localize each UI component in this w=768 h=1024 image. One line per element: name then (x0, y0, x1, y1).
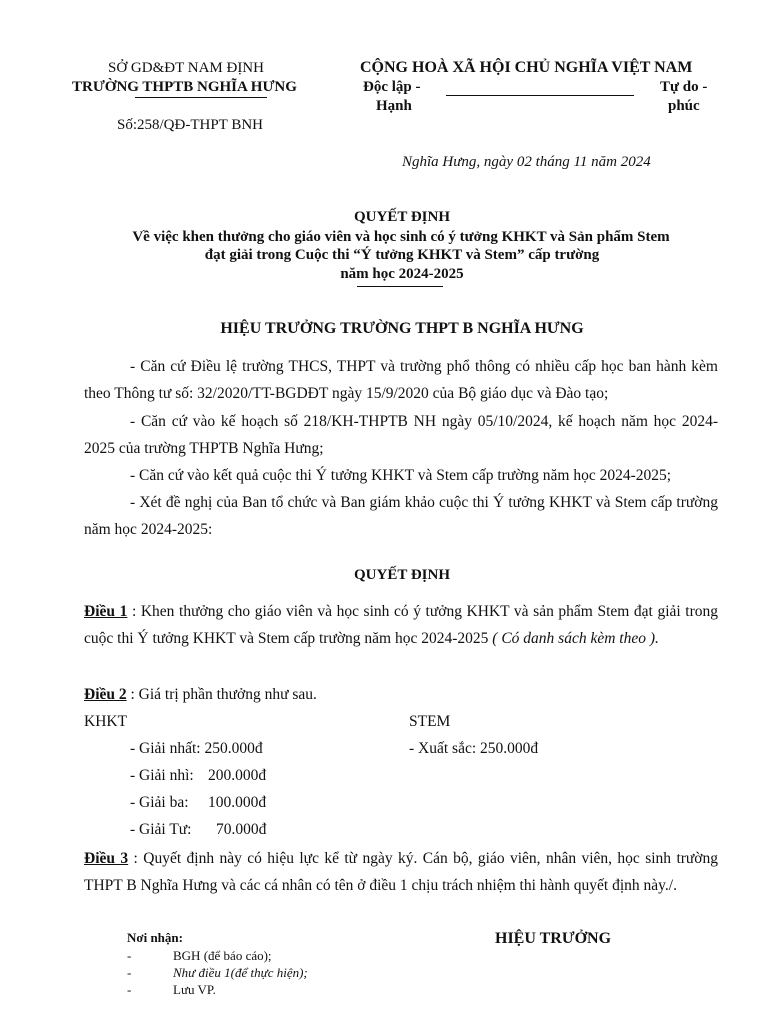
motto-underline (446, 95, 634, 96)
prize-label: - Giải Tư: (130, 821, 192, 838)
motto-part-4: phúc (668, 98, 700, 114)
khkt-prize-row (130, 767, 266, 785)
article-3-label: Điều 3 (84, 850, 129, 867)
basis-paragraph-2: - Căn cứ vào kế hoạch số 218/KH-THPTB NH ngày 05/10/2024, kế hoạch năm học 2024-2025 của trường THPTB Nghĩa Hưng; (84, 413, 718, 457)
recipient-item: Lưu VP. (173, 982, 216, 997)
article-1 (84, 598, 718, 652)
recipient-item: Như điều 1(để thực hiện); (173, 965, 308, 980)
article-3 (84, 845, 718, 899)
authority-heading: HIỆU TRƯỞNG TRƯỜNG THPT B NGHĨA HƯNG (220, 320, 584, 337)
recipient-dash: - (127, 982, 132, 997)
date-place: Nghĩa Hưng, ngày 02 tháng 11 năm 2024 (402, 154, 651, 170)
basis-paragraph-1: - Căn cứ Điều lệ trường THCS, THPT và trường phổ thông có nhiều cấp học ban hành kèm theo Thông tư số: 32/2020/TT-BGDĐT ngày 15/9/2020 của Bộ giáo dục và Đào tạo; (84, 358, 718, 402)
title-underline (357, 286, 443, 287)
document-number: Số:258/QĐ-THPT BNH (117, 117, 263, 133)
article-1-note: ( Có danh sách kèm theo ). (492, 630, 659, 647)
prize-amount: 70.000đ (216, 821, 267, 838)
prize-amount: 250.000đ (204, 740, 263, 757)
article-2-text: : Giá trị phần thưởng như sau. (126, 686, 317, 703)
national-title: CỘNG HOÀ XÃ HỘI CHỦ NGHĨA VIỆT NAM (360, 59, 693, 76)
signature-title: HIỆU TRƯỞNG (495, 930, 612, 947)
prize-amount: 250.000đ (480, 740, 539, 757)
khkt-prize-row (130, 821, 266, 839)
issuer-school: TRƯỜNG THPTB NGHĨA HƯNG (72, 79, 297, 95)
recipient-dash: - (127, 948, 132, 963)
motto-part-1: Độc lập - (363, 79, 421, 95)
khkt-prize-row (130, 794, 266, 812)
recipient-item: BGH (để báo cáo); (173, 948, 272, 963)
khkt-prize-row (130, 740, 263, 758)
stem-prize-row (409, 740, 538, 758)
article-2 (84, 681, 718, 708)
subject-line-2: đạt giải trong Cuộc thi “Ý tưởng KHKT và Stem” cấp trường (204, 247, 600, 263)
recipient-dash: - (127, 965, 132, 980)
article-1-text: : Khen thưởng cho giáo viên và học sinh có ý tưởng KHKT và sản phẩm Stem đạt giải trong cuộc thi Ý tưởng KHKT và Stem cấp trường năm học 2024-2025 (84, 603, 719, 647)
decision-heading: QUYẾT ĐỊNH (354, 567, 450, 583)
prize-amount: 200.000đ (208, 767, 267, 784)
prize-label: - Giải nhì: (130, 767, 194, 784)
prize-label: - Giải nhất: (130, 740, 201, 757)
basis-paragraph-3: - Căn cứ vào kết quả cuộc thi Ý tưởng KHKT và Stem cấp trường năm học 2024-2025; (130, 467, 672, 484)
prize-amount: 100.000đ (208, 794, 267, 811)
subject-line-3: năm học 2024-2025 (340, 266, 464, 282)
issuer-department: SỞ GD&ĐT NAM ĐỊNH (108, 60, 264, 76)
issuer-underline (135, 97, 267, 98)
document-heading: QUYẾT ĐỊNH (354, 209, 450, 225)
basis-paragraph-4: - Xét đề nghị của Ban tổ chức và Ban giám khảo cuộc thi Ý tưởng KHKT và Stem cấp trường năm học 2024-2025: (84, 494, 718, 538)
motto-part-2: Tự do - (660, 79, 708, 95)
stem-heading: STEM (409, 713, 451, 730)
prize-label: - Giải ba: (130, 794, 189, 811)
motto-part-3: Hạnh (376, 98, 412, 114)
prize-label: - Xuất sắc: (409, 740, 477, 757)
subject-line-1: Về việc khen thưởng cho giáo viên và học sinh có ý tưởng KHKT và Sản phẩm Stem (132, 229, 670, 245)
recipients-heading: Nơi nhận: (127, 930, 183, 945)
article-2-label: Điều 2 (84, 686, 127, 703)
article-3-text: : Quyết định này có hiệu lực kể từ ngày ký. Cán bộ, giáo viên, nhân viên, học sinh trường THPT B Nghĩa Hưng và các cá nhân có tên ở điều 1 chịu trách nhiệm thi hành quyết định này./. (84, 850, 719, 894)
khkt-heading: KHKT (84, 713, 128, 730)
article-1-label: Điều 1 (84, 603, 128, 620)
